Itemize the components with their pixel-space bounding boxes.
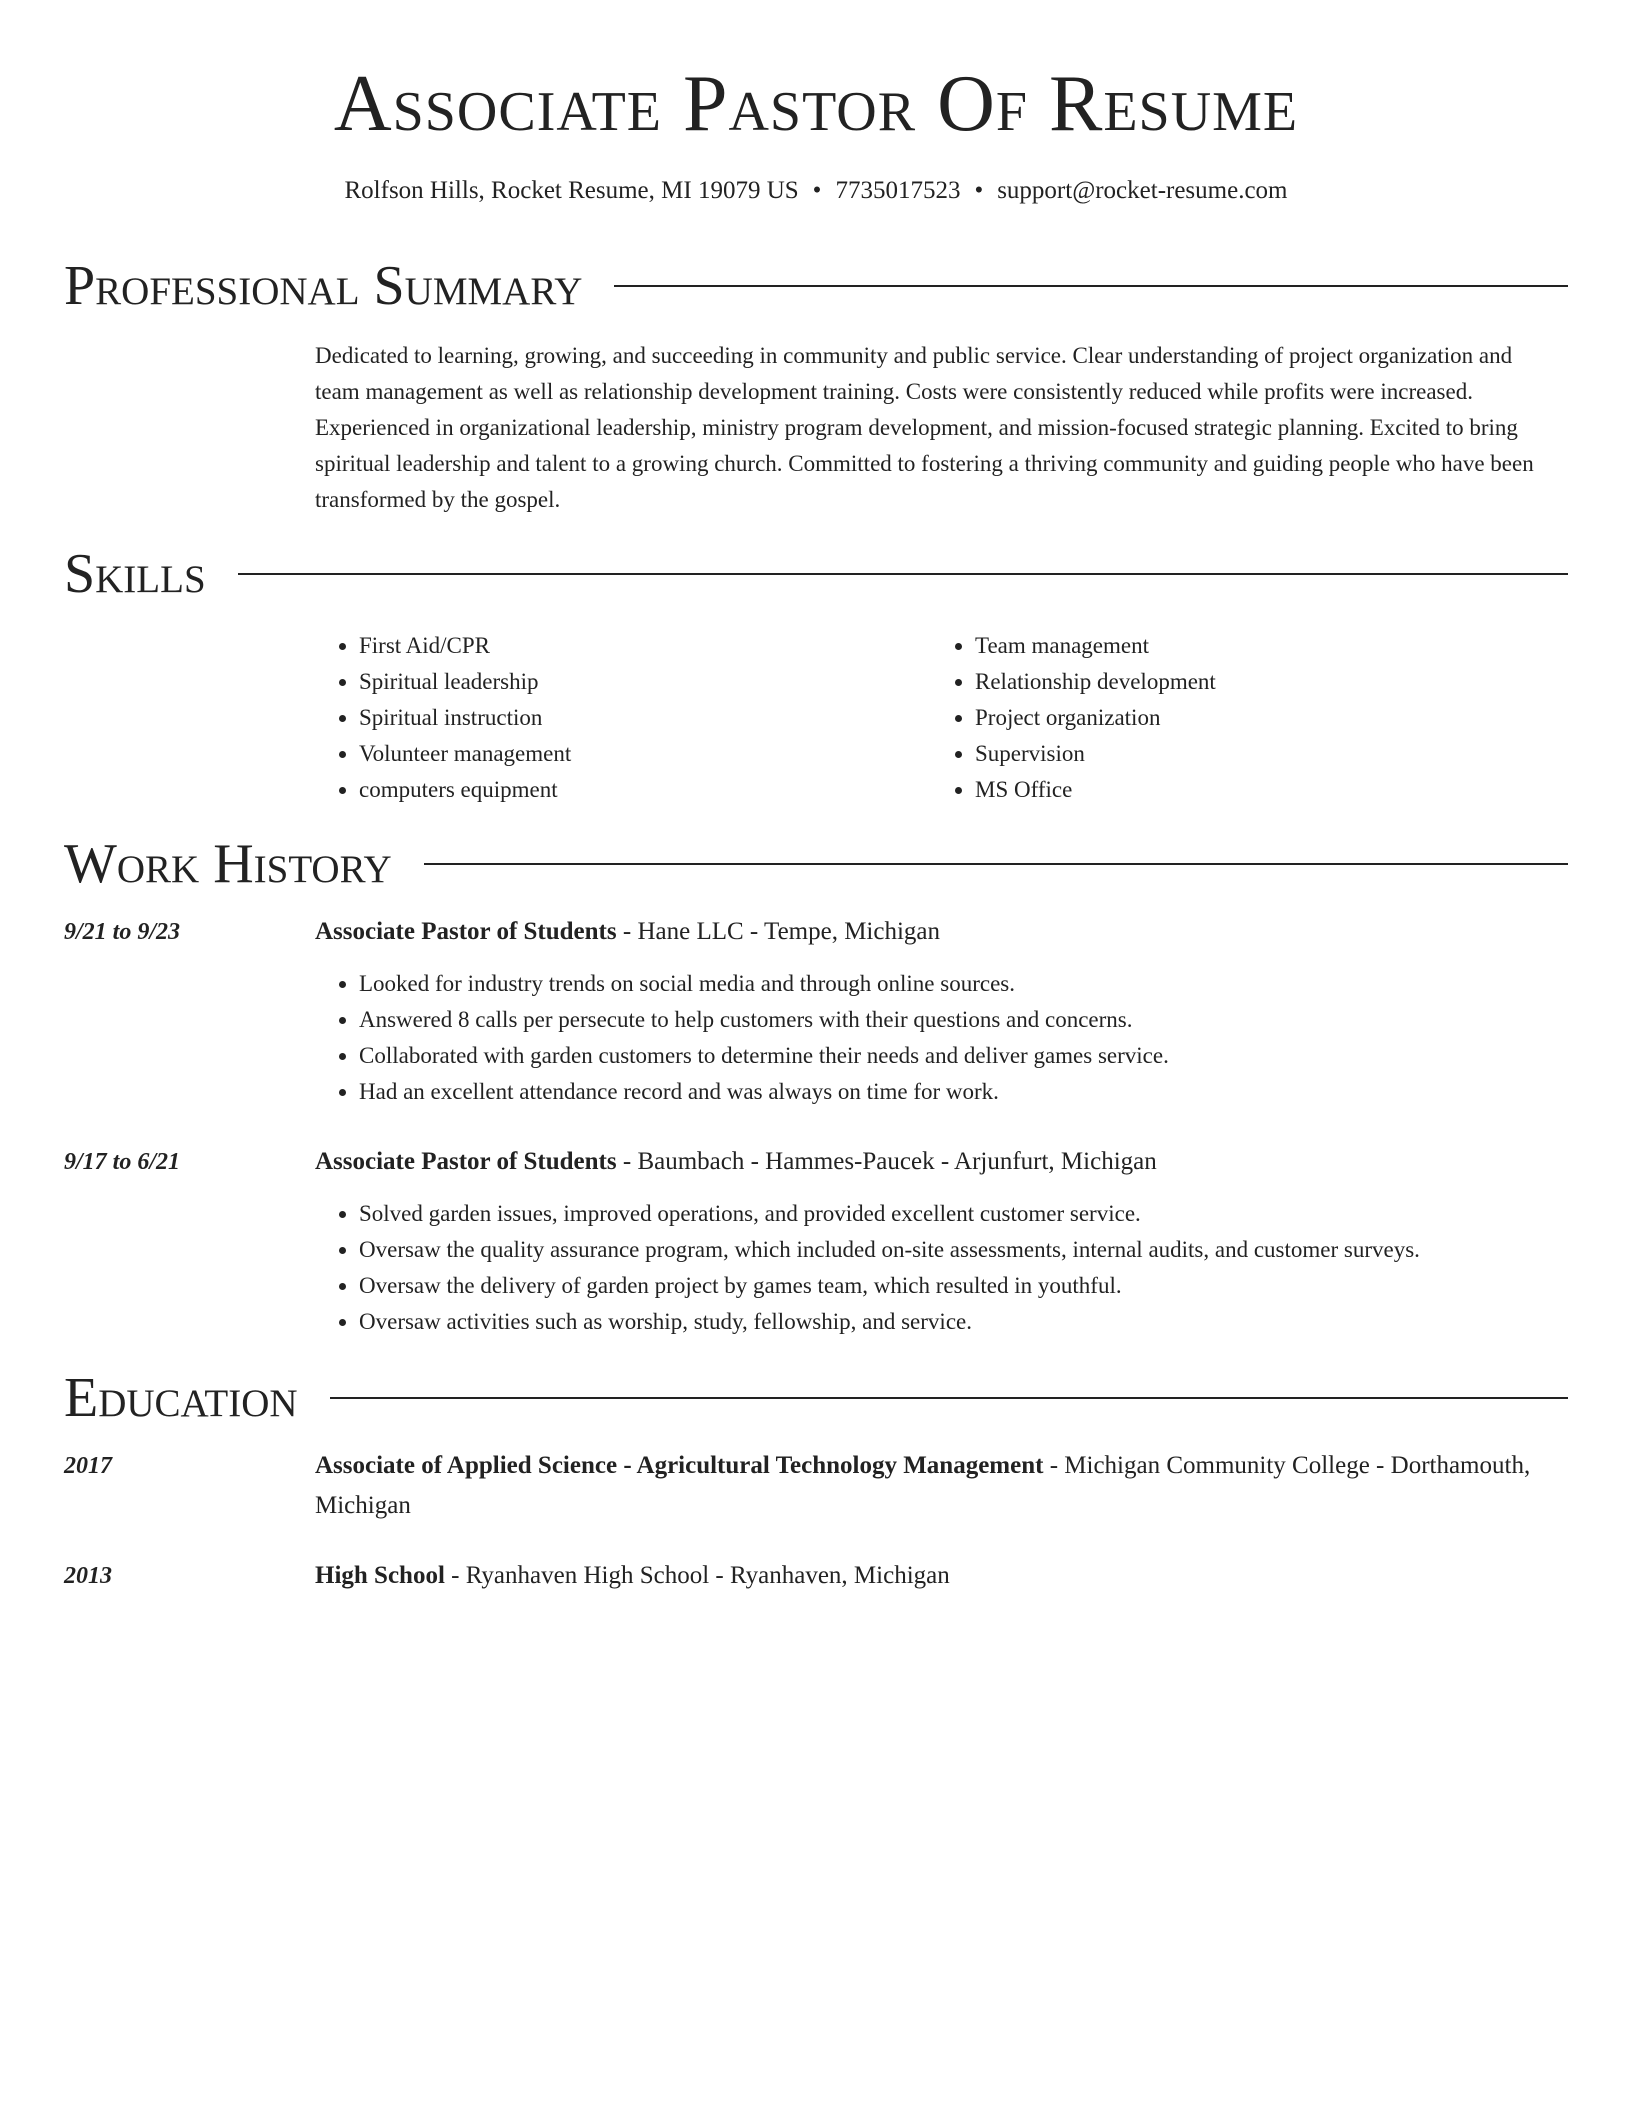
- job-bullet: • Answered 8 calls per persecute to help customers with their questions and concerns.: [359, 1002, 1568, 1038]
- skills-section-header: [64, 542, 1568, 606]
- job-position: Associate Pastor of Students: [315, 918, 617, 945]
- section-divider: [238, 573, 1568, 575]
- education-details: - Michigan Community College - Dorthamouth, Michigan: [315, 1452, 1531, 1519]
- skill-item: • First Aid/CPR: [359, 628, 931, 664]
- education-section-header: [64, 1366, 1568, 1430]
- job-bullet: • Oversaw activities such as worship, study, fellowship, and service.: [359, 1304, 1568, 1340]
- skills-section-title: Skills: [64, 543, 206, 605]
- summary-section-header: [64, 254, 1568, 318]
- skill-item: • Spiritual instruction: [359, 700, 931, 736]
- contact-phone: 7735017523: [835, 177, 961, 204]
- contact-address: Rolfson Hills, Rocket Resume, MI 19079 US: [344, 177, 799, 204]
- section-divider: [614, 285, 1568, 287]
- work-heading: [315, 912, 1538, 952]
- skill-item: • Relationship development: [975, 664, 1547, 700]
- summary-section-title: Professional Summary: [64, 255, 583, 317]
- job-details: - Baumbach - Hammes-Paucek - Arjunfurt, Michigan: [616, 1148, 1157, 1175]
- education-details: - Ryanhaven High School - Ryanhaven, Michigan: [444, 1562, 950, 1589]
- work-dates: 9/21 to 9/23: [64, 919, 181, 945]
- job-details: - Hane LLC - Tempe, Michigan: [616, 918, 941, 945]
- education-degree: Associate of Applied Science - Agricultural Technology Management: [315, 1452, 1044, 1479]
- contact-email: support@rocket-resume.com: [997, 177, 1288, 204]
- education-section-title: Education: [64, 1367, 298, 1429]
- skill-item: • Project organization: [975, 700, 1547, 736]
- job-bullet: • Oversaw the quality assurance program, which included on-site assessments, internal audits, and customer surveys.: [359, 1232, 1568, 1268]
- education-heading: [315, 1556, 1538, 1596]
- contact-separator: •: [812, 177, 822, 204]
- education-year: 2013: [64, 1563, 112, 1589]
- skills-column-right: [931, 628, 1547, 808]
- contact-line: [64, 174, 1568, 208]
- section-divider: [424, 863, 1568, 865]
- job-bullet: • Collaborated with garden customers to determine their needs and deliver games service.: [359, 1038, 1568, 1074]
- skill-item: • Supervision: [975, 736, 1547, 772]
- skills-column-left: [315, 628, 931, 808]
- job-bullets: [315, 966, 1568, 1110]
- contact-separator: •: [974, 177, 984, 204]
- work-heading: [315, 1142, 1538, 1182]
- resume-name: Associate Pastor Of Resume: [333, 60, 1299, 148]
- work-section-header: [64, 832, 1568, 896]
- education-heading: [315, 1446, 1538, 1526]
- skill-item: • computers equipment: [359, 772, 931, 808]
- work-section-title: Work History: [64, 833, 392, 895]
- job-bullets: [315, 1196, 1568, 1340]
- education-year: 2017: [64, 1453, 112, 1479]
- job-bullet: • Looked for industry trends on social media and through online sources.: [359, 966, 1568, 1002]
- education-degree: High School: [315, 1562, 445, 1589]
- section-divider: [330, 1397, 1568, 1399]
- skill-item: • Spiritual leadership: [359, 664, 931, 700]
- skill-item: • Team management: [975, 628, 1547, 664]
- skill-item: • Volunteer management: [359, 736, 931, 772]
- job-bullet: • Oversaw the delivery of garden project by games team, which resulted in youthful.: [359, 1268, 1568, 1304]
- skills-list: [315, 628, 1568, 808]
- job-bullet: • Solved garden issues, improved operations, and provided excellent customer service.: [359, 1196, 1568, 1232]
- job-position: Associate Pastor of Students: [315, 1148, 617, 1175]
- skill-item: • MS Office: [975, 772, 1547, 808]
- summary-text: Dedicated to learning, growing, and succeeding in community and public service. Clear understanding of project organization and team management as well as relationship development training. Costs were consistently reduced while profits were increased. Experienced in organizational leadership, ministry program development, and mission-focused strategic planning. Excited to bring spiritual leadership and talent to a growing church. Committed to fostering a thriving community and guiding people who have been transformed by the gospel.: [315, 343, 1534, 512]
- work-dates: 9/17 to 6/21: [64, 1149, 181, 1175]
- job-bullet: • Had an excellent attendance record and was always on time for work.: [359, 1074, 1568, 1110]
- resume-page: [64, 0, 1568, 2112]
